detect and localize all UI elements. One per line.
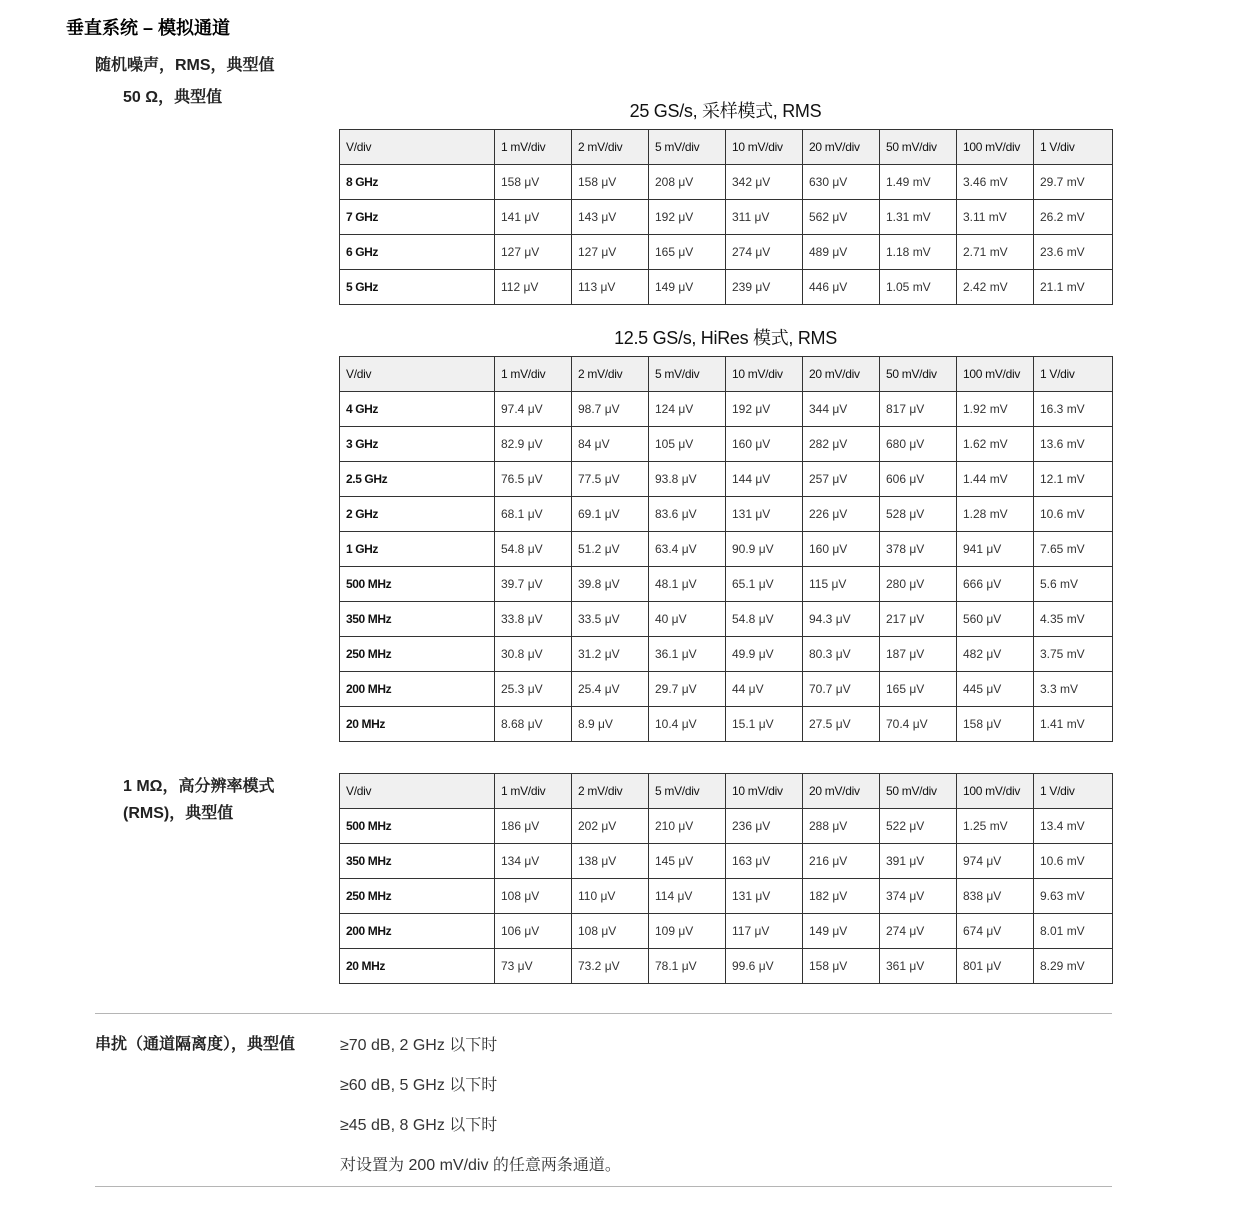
- noise-value-cell: 44 μV: [726, 672, 803, 707]
- noise-value-cell: 311 μV: [726, 200, 803, 235]
- noise-value-cell: 94.3 μV: [803, 602, 880, 637]
- noise-value-cell: 10.4 μV: [649, 707, 726, 742]
- impedance-1m-label: [123, 773, 275, 827]
- noise-value-cell: 25.3 μV: [495, 672, 572, 707]
- section-subtitle: 随机噪声，RMS，典型值: [95, 57, 275, 74]
- noise-value-cell: 10.6 mV: [1034, 497, 1113, 532]
- column-header: 1 V/div: [1034, 130, 1113, 165]
- table-row: [340, 462, 1113, 497]
- noise-value-cell: 817 μV: [880, 392, 957, 427]
- noise-value-cell: 117 μV: [726, 914, 803, 949]
- column-header: 1 V/div: [1034, 357, 1113, 392]
- noise-value-cell: 33.8 μV: [495, 602, 572, 637]
- bandwidth-cell: 200 MHz: [340, 914, 495, 949]
- noise-value-cell: 131 μV: [726, 497, 803, 532]
- noise-value-cell: 239 μV: [726, 270, 803, 305]
- noise-value-cell: 801 μV: [957, 949, 1034, 984]
- bandwidth-cell: 3 GHz: [340, 427, 495, 462]
- noise-value-cell: 4.35 mV: [1034, 602, 1113, 637]
- noise-value-cell: 2.42 mV: [957, 270, 1034, 305]
- noise-value-cell: 145 μV: [649, 844, 726, 879]
- noise-value-cell: 1.18 mV: [880, 235, 957, 270]
- table-row: [340, 235, 1113, 270]
- bandwidth-cell: 500 MHz: [340, 567, 495, 602]
- noise-value-cell: 27.5 μV: [803, 707, 880, 742]
- table-row: [340, 567, 1113, 602]
- bandwidth-cell: 4 GHz: [340, 392, 495, 427]
- noise-value-cell: 226 μV: [803, 497, 880, 532]
- noise-value-cell: 342 μV: [726, 165, 803, 200]
- crosstalk-line: ≥70 dB, 2 GHz 以下时: [340, 1037, 498, 1054]
- column-header: 1 mV/div: [495, 130, 572, 165]
- column-header: 5 mV/div: [649, 130, 726, 165]
- noise-value-cell: 15.1 μV: [726, 707, 803, 742]
- table-header-row: [340, 130, 1113, 165]
- table-row: [340, 602, 1113, 637]
- noise-value-cell: 124 μV: [649, 392, 726, 427]
- noise-table-1m-hires: [339, 773, 1113, 984]
- noise-value-cell: 31.2 μV: [572, 637, 649, 672]
- noise-value-cell: 113 μV: [572, 270, 649, 305]
- crosstalk-note: 对设置为 200 mV/div 的任意两条通道。: [340, 1157, 621, 1174]
- noise-value-cell: 134 μV: [495, 844, 572, 879]
- column-header: 5 mV/div: [649, 357, 726, 392]
- noise-value-cell: 115 μV: [803, 567, 880, 602]
- table-row: [340, 879, 1113, 914]
- bandwidth-cell: 8 GHz: [340, 165, 495, 200]
- column-header: 2 mV/div: [572, 357, 649, 392]
- noise-value-cell: 482 μV: [957, 637, 1034, 672]
- noise-value-cell: 8.29 mV: [1034, 949, 1113, 984]
- bandwidth-cell: 350 MHz: [340, 602, 495, 637]
- noise-value-cell: 216 μV: [803, 844, 880, 879]
- column-header: 10 mV/div: [726, 774, 803, 809]
- bandwidth-cell: 2 GHz: [340, 497, 495, 532]
- noise-value-cell: 160 μV: [803, 532, 880, 567]
- noise-value-cell: 7.65 mV: [1034, 532, 1113, 567]
- noise-value-cell: 69.1 μV: [572, 497, 649, 532]
- noise-value-cell: 29.7 mV: [1034, 165, 1113, 200]
- bandwidth-cell: 7 GHz: [340, 200, 495, 235]
- noise-value-cell: 606 μV: [880, 462, 957, 497]
- noise-value-cell: 8.9 μV: [572, 707, 649, 742]
- noise-value-cell: 83.6 μV: [649, 497, 726, 532]
- noise-value-cell: 257 μV: [803, 462, 880, 497]
- noise-value-cell: 282 μV: [803, 427, 880, 462]
- column-header: 5 mV/div: [649, 774, 726, 809]
- noise-value-cell: 110 μV: [572, 879, 649, 914]
- noise-value-cell: 29.7 μV: [649, 672, 726, 707]
- noise-value-cell: 5.6 mV: [1034, 567, 1113, 602]
- noise-value-cell: 39.8 μV: [572, 567, 649, 602]
- noise-value-cell: 54.8 μV: [726, 602, 803, 637]
- noise-value-cell: 70.4 μV: [880, 707, 957, 742]
- table-row: [340, 427, 1113, 462]
- noise-value-cell: 98.7 μV: [572, 392, 649, 427]
- table-row: [340, 165, 1113, 200]
- bandwidth-cell: 2.5 GHz: [340, 462, 495, 497]
- bandwidth-cell: 5 GHz: [340, 270, 495, 305]
- noise-value-cell: 54.8 μV: [495, 532, 572, 567]
- impedance-1m-line1: 1 MΩ，高分辨率模式: [123, 778, 275, 795]
- noise-value-cell: 3.75 mV: [1034, 637, 1113, 672]
- column-header: 2 mV/div: [572, 774, 649, 809]
- column-header: 50 mV/div: [880, 130, 957, 165]
- noise-value-cell: 165 μV: [880, 672, 957, 707]
- noise-value-cell: 51.2 μV: [572, 532, 649, 567]
- noise-value-cell: 158 μV: [572, 165, 649, 200]
- noise-value-cell: 114 μV: [649, 879, 726, 914]
- noise-value-cell: 9.63 mV: [1034, 879, 1113, 914]
- noise-value-cell: 344 μV: [803, 392, 880, 427]
- noise-value-cell: 3.46 mV: [957, 165, 1034, 200]
- noise-value-cell: 49.9 μV: [726, 637, 803, 672]
- noise-value-cell: 143 μV: [572, 200, 649, 235]
- noise-value-cell: 73.2 μV: [572, 949, 649, 984]
- table-row: [340, 707, 1113, 742]
- noise-value-cell: 141 μV: [495, 200, 572, 235]
- noise-value-cell: 560 μV: [957, 602, 1034, 637]
- noise-value-cell: 562 μV: [803, 200, 880, 235]
- bandwidth-cell: 20 MHz: [340, 707, 495, 742]
- table-row: [340, 809, 1113, 844]
- column-header: 20 mV/div: [803, 357, 880, 392]
- table-row: [340, 200, 1113, 235]
- noise-value-cell: 13.4 mV: [1034, 809, 1113, 844]
- noise-value-cell: 210 μV: [649, 809, 726, 844]
- table-row: [340, 497, 1113, 532]
- noise-table-hires-mode: [339, 356, 1113, 742]
- noise-value-cell: 16.3 mV: [1034, 392, 1113, 427]
- column-header: 20 mV/div: [803, 774, 880, 809]
- noise-value-cell: 8.01 mV: [1034, 914, 1113, 949]
- noise-value-cell: 236 μV: [726, 809, 803, 844]
- noise-value-cell: 108 μV: [572, 914, 649, 949]
- noise-value-cell: 674 μV: [957, 914, 1034, 949]
- noise-value-cell: 187 μV: [880, 637, 957, 672]
- crosstalk-label: 串扰（通道隔离度），典型值: [95, 1036, 296, 1053]
- noise-value-cell: 378 μV: [880, 532, 957, 567]
- noise-value-cell: 144 μV: [726, 462, 803, 497]
- table-row: [340, 844, 1113, 879]
- noise-value-cell: 106 μV: [495, 914, 572, 949]
- noise-value-cell: 446 μV: [803, 270, 880, 305]
- noise-value-cell: 1.05 mV: [880, 270, 957, 305]
- noise-value-cell: 838 μV: [957, 879, 1034, 914]
- noise-value-cell: 941 μV: [957, 532, 1034, 567]
- table-row: [340, 392, 1113, 427]
- noise-value-cell: 274 μV: [880, 914, 957, 949]
- noise-table-sample-mode: [339, 129, 1113, 305]
- noise-value-cell: 202 μV: [572, 809, 649, 844]
- noise-value-cell: 33.5 μV: [572, 602, 649, 637]
- noise-value-cell: 288 μV: [803, 809, 880, 844]
- noise-value-cell: 1.28 mV: [957, 497, 1034, 532]
- noise-value-cell: 8.68 μV: [495, 707, 572, 742]
- noise-value-cell: 73 μV: [495, 949, 572, 984]
- noise-value-cell: 666 μV: [957, 567, 1034, 602]
- noise-value-cell: 63.4 μV: [649, 532, 726, 567]
- noise-value-cell: 138 μV: [572, 844, 649, 879]
- divider-top: [95, 1013, 1112, 1014]
- noise-value-cell: 192 μV: [649, 200, 726, 235]
- table-row: [340, 949, 1113, 984]
- noise-value-cell: 80.3 μV: [803, 637, 880, 672]
- bandwidth-cell: 20 MHz: [340, 949, 495, 984]
- column-header: 20 mV/div: [803, 130, 880, 165]
- table2-caption: 12.5 GS/s, HiRes 模式, RMS: [614, 328, 837, 348]
- noise-value-cell: 165 μV: [649, 235, 726, 270]
- noise-value-cell: 26.2 mV: [1034, 200, 1113, 235]
- table-row: [340, 532, 1113, 567]
- noise-value-cell: 160 μV: [726, 427, 803, 462]
- divider-bottom: [95, 1186, 1112, 1187]
- noise-value-cell: 12.1 mV: [1034, 462, 1113, 497]
- bandwidth-cell: 1 GHz: [340, 532, 495, 567]
- noise-value-cell: 3.3 mV: [1034, 672, 1113, 707]
- noise-value-cell: 149 μV: [803, 914, 880, 949]
- noise-value-cell: 445 μV: [957, 672, 1034, 707]
- table-header-row: [340, 357, 1113, 392]
- noise-value-cell: 149 μV: [649, 270, 726, 305]
- noise-value-cell: 1.44 mV: [957, 462, 1034, 497]
- noise-value-cell: 127 μV: [495, 235, 572, 270]
- noise-value-cell: 1.92 mV: [957, 392, 1034, 427]
- column-header: 10 mV/div: [726, 357, 803, 392]
- noise-value-cell: 70.7 μV: [803, 672, 880, 707]
- noise-value-cell: 97.4 μV: [495, 392, 572, 427]
- noise-value-cell: 158 μV: [957, 707, 1034, 742]
- noise-value-cell: 25.4 μV: [572, 672, 649, 707]
- noise-value-cell: 361 μV: [880, 949, 957, 984]
- noise-value-cell: 36.1 μV: [649, 637, 726, 672]
- column-header: 100 mV/div: [957, 357, 1034, 392]
- impedance-50-label: 50 Ω，典型值: [123, 89, 223, 106]
- noise-value-cell: 40 μV: [649, 602, 726, 637]
- noise-value-cell: 76.5 μV: [495, 462, 572, 497]
- noise-value-cell: 99.6 μV: [726, 949, 803, 984]
- column-header: 50 mV/div: [880, 774, 957, 809]
- noise-value-cell: 90.9 μV: [726, 532, 803, 567]
- bandwidth-cell: 250 MHz: [340, 879, 495, 914]
- column-header: V/div: [340, 130, 495, 165]
- noise-value-cell: 1.49 mV: [880, 165, 957, 200]
- noise-value-cell: 109 μV: [649, 914, 726, 949]
- noise-value-cell: 522 μV: [880, 809, 957, 844]
- noise-value-cell: 30.8 μV: [495, 637, 572, 672]
- noise-value-cell: 78.1 μV: [649, 949, 726, 984]
- noise-value-cell: 528 μV: [880, 497, 957, 532]
- noise-value-cell: 48.1 μV: [649, 567, 726, 602]
- column-header: 2 mV/div: [572, 130, 649, 165]
- table-header-row: [340, 774, 1113, 809]
- bandwidth-cell: 500 MHz: [340, 809, 495, 844]
- column-header: V/div: [340, 774, 495, 809]
- noise-value-cell: 68.1 μV: [495, 497, 572, 532]
- column-header: 1 mV/div: [495, 774, 572, 809]
- noise-value-cell: 105 μV: [649, 427, 726, 462]
- column-header: 1 mV/div: [495, 357, 572, 392]
- column-header: 10 mV/div: [726, 130, 803, 165]
- noise-value-cell: 630 μV: [803, 165, 880, 200]
- table-row: [340, 637, 1113, 672]
- column-header: 100 mV/div: [957, 774, 1034, 809]
- noise-value-cell: 217 μV: [880, 602, 957, 637]
- noise-value-cell: 186 μV: [495, 809, 572, 844]
- noise-value-cell: 2.71 mV: [957, 235, 1034, 270]
- noise-value-cell: 274 μV: [726, 235, 803, 270]
- table-row: [340, 270, 1113, 305]
- column-header: 1 V/div: [1034, 774, 1113, 809]
- noise-value-cell: 127 μV: [572, 235, 649, 270]
- table-row: [340, 672, 1113, 707]
- page-title: 垂直系统 – 模拟通道: [66, 18, 231, 38]
- noise-value-cell: 280 μV: [880, 567, 957, 602]
- noise-value-cell: 680 μV: [880, 427, 957, 462]
- noise-value-cell: 10.6 mV: [1034, 844, 1113, 879]
- impedance-1m-line2: (RMS)，典型值: [123, 805, 234, 822]
- noise-value-cell: 391 μV: [880, 844, 957, 879]
- bandwidth-cell: 350 MHz: [340, 844, 495, 879]
- noise-value-cell: 1.31 mV: [880, 200, 957, 235]
- crosstalk-line: ≥60 dB, 5 GHz 以下时: [340, 1077, 498, 1094]
- noise-value-cell: 108 μV: [495, 879, 572, 914]
- noise-value-cell: 82.9 μV: [495, 427, 572, 462]
- noise-value-cell: 158 μV: [495, 165, 572, 200]
- noise-value-cell: 1.25 mV: [957, 809, 1034, 844]
- noise-value-cell: 163 μV: [726, 844, 803, 879]
- noise-value-cell: 77.5 μV: [572, 462, 649, 497]
- bandwidth-cell: 200 MHz: [340, 672, 495, 707]
- noise-value-cell: 21.1 mV: [1034, 270, 1113, 305]
- noise-value-cell: 93.8 μV: [649, 462, 726, 497]
- noise-value-cell: 84 μV: [572, 427, 649, 462]
- table-row: [340, 914, 1113, 949]
- noise-value-cell: 39.7 μV: [495, 567, 572, 602]
- noise-value-cell: 1.41 mV: [1034, 707, 1113, 742]
- noise-value-cell: 974 μV: [957, 844, 1034, 879]
- noise-value-cell: 3.11 mV: [957, 200, 1034, 235]
- noise-value-cell: 65.1 μV: [726, 567, 803, 602]
- bandwidth-cell: 250 MHz: [340, 637, 495, 672]
- noise-value-cell: 158 μV: [803, 949, 880, 984]
- noise-value-cell: 131 μV: [726, 879, 803, 914]
- noise-value-cell: 1.62 mV: [957, 427, 1034, 462]
- noise-value-cell: 112 μV: [495, 270, 572, 305]
- crosstalk-line: ≥45 dB, 8 GHz 以下时: [340, 1117, 498, 1134]
- noise-value-cell: 192 μV: [726, 392, 803, 427]
- noise-value-cell: 208 μV: [649, 165, 726, 200]
- noise-value-cell: 182 μV: [803, 879, 880, 914]
- column-header: V/div: [340, 357, 495, 392]
- table1-caption: 25 GS/s, 采样模式, RMS: [629, 101, 822, 121]
- bandwidth-cell: 6 GHz: [340, 235, 495, 270]
- noise-value-cell: 489 μV: [803, 235, 880, 270]
- noise-value-cell: 23.6 mV: [1034, 235, 1113, 270]
- noise-value-cell: 13.6 mV: [1034, 427, 1113, 462]
- noise-value-cell: 374 μV: [880, 879, 957, 914]
- column-header: 100 mV/div: [957, 130, 1034, 165]
- column-header: 50 mV/div: [880, 357, 957, 392]
